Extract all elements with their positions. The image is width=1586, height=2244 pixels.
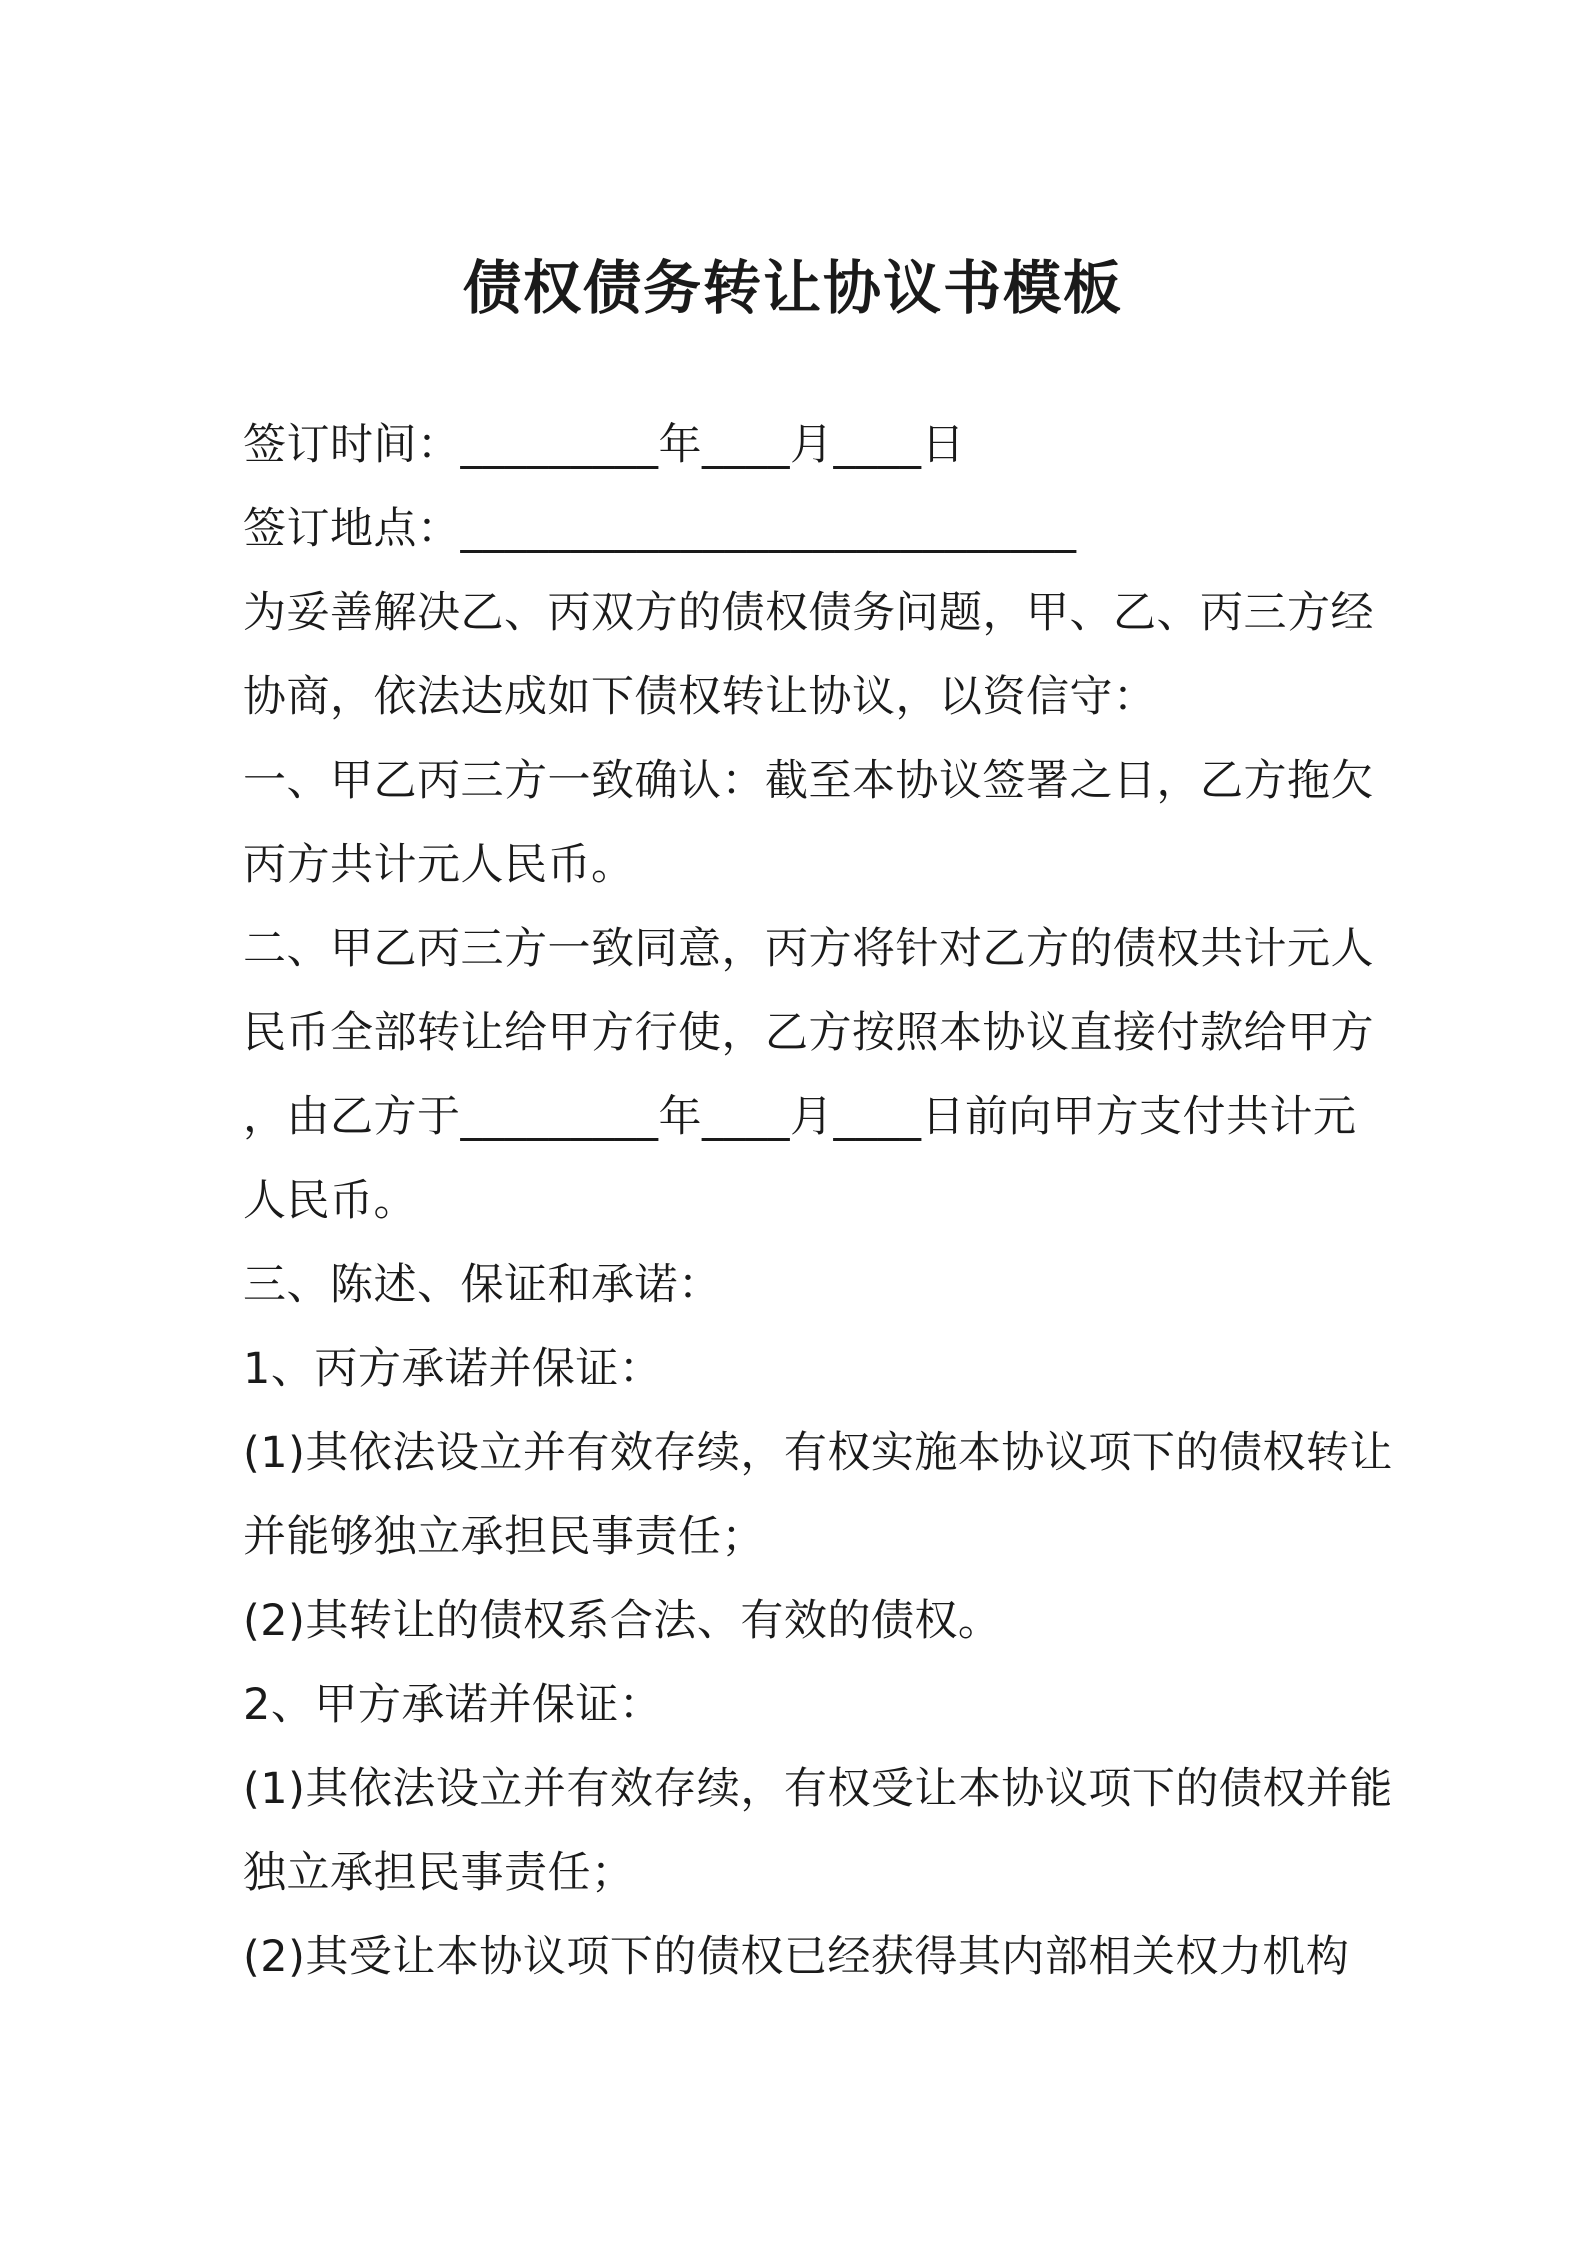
signing-date-line: 签订时间：_________年____月____日 bbox=[243, 420, 965, 470]
clause-1-line: 丙方共计元人民币。 bbox=[243, 840, 635, 890]
clause-2-line: ，由乙方于_________年____月____日前向甲方支付共计元 bbox=[243, 1092, 1357, 1142]
document-title: 债权债务转让协议书模板 bbox=[462, 254, 1123, 322]
sub-item-line: (2)其受让本协议项下的债权已经获得其内部相关权力机构 bbox=[243, 1932, 1350, 1982]
sub-heading: 2、甲方承诺并保证： bbox=[243, 1680, 663, 1730]
sub-heading: 1、丙方承诺并保证： bbox=[243, 1344, 663, 1394]
sub-item-line: (1)其依法设立并有效存续，有权实施本协议项下的债权转让 bbox=[243, 1428, 1393, 1478]
signing-place-line: 签订地点：____________________________ bbox=[243, 504, 1077, 554]
clause-1-line: 一、甲乙丙三方一致确认：截至本协议签署之日，乙方拖欠 bbox=[243, 756, 1374, 806]
clause-2-line: 人民币。 bbox=[243, 1176, 417, 1226]
clause-2-line: 二、甲乙丙三方一致同意，丙方将针对乙方的债权共计元人 bbox=[243, 924, 1374, 974]
sub-item-line: (1)其依法设立并有效存续，有权受让本协议项下的债权并能 bbox=[243, 1764, 1393, 1814]
clause-2-line: 民币全部转让给甲方行使，乙方按照本协议直接付款给甲方 bbox=[243, 1008, 1374, 1058]
clause-3-heading: 三、陈述、保证和承诺： bbox=[243, 1260, 722, 1310]
document-body bbox=[243, 403, 1393, 1999]
sub-item-line: (2)其转让的债权系合法、有效的债权。 bbox=[243, 1596, 1002, 1646]
body-line: 协商，依法达成如下债权转让协议，以资信守： bbox=[243, 672, 1157, 722]
sub-item-line: 并能够独立承担民事责任； bbox=[243, 1512, 765, 1562]
body-line: 为妥善解决乙、丙双方的债权债务问题，甲、乙、丙三方经 bbox=[243, 588, 1374, 638]
sub-item-line: 独立承担民事责任； bbox=[243, 1848, 635, 1898]
